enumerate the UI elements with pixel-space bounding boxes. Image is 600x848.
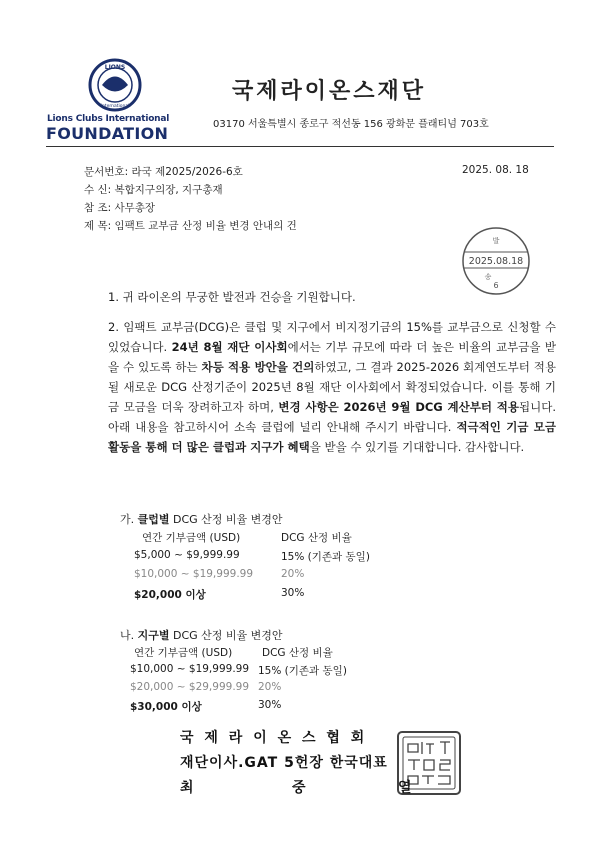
signature-name-3: 열	[398, 780, 415, 796]
doc-number: 문서번호: 라국 제2025/2026-6호	[84, 166, 243, 178]
club-row-1-range: $5,000 ~ $9,999.99	[134, 549, 240, 561]
district-row-1-rate: 15% (기존과 동일)	[258, 665, 347, 677]
club-row-3-rate: 30%	[281, 587, 305, 599]
subject: 제 목: 임팩트 교부금 산정 비율 변경 안내의 건	[84, 220, 297, 232]
svg-text:LIONS: LIONS	[104, 64, 126, 71]
header-divider	[46, 146, 554, 147]
club-row-2-rate: 20%	[281, 568, 305, 580]
paragraph-1: 1. 귀 라이온의 무궁한 발전과 건승을 기원합니다.	[108, 290, 356, 304]
paragraph-2: 2. 임팩트 교부금(DCG)은 클럽 및 지구에서 비지정기금의 15%를 교부금으로 신청할 수 있었습니다. 24년 8월 재단 이사회에서는 기부 규모에 따라 더 높은 비율의 교부금을 받을 수 있도록 하는 차등 적용 방안을 건의하였고, 그 결과 2025-2026 회계연도부터 적용될 새로운 DCG 산정기준이 2025년 8월 재단 이사회에서 확정되었습니다. 이를 통해 기금 모금을 더욱 장려하고자 하며, 변경 사항은 2026년 9월 DCG 계산부터 적용됩니다. 아래 내용을 참고하시어 소속 클럽에 널리 안내해 주시기 바랍니다. 적극적인 기금 모금 활동을 통해 더 많은 클럽과 지구가 혜택을 받을 수 있기를 기대합니다. 감사합니다.	[108, 320, 557, 454]
signature-name-2: 중	[292, 780, 309, 796]
svg-text:송: 송	[484, 273, 492, 281]
signature-name-1: 최	[180, 780, 197, 796]
org-title: 국제라이온스재단	[232, 79, 427, 104]
doc-date: 2025. 08. 18	[462, 164, 529, 176]
signature-title: 재단이사.GAT 5헌장 한국대표	[180, 755, 388, 771]
district-row-1-range: $10,000 ~ $19,999.99	[130, 663, 250, 675]
svg-text:6: 6	[493, 281, 499, 290]
district-row-2-rate: 20%	[258, 681, 282, 693]
intl-label: Lions Clubs International	[47, 114, 170, 124]
address: 03170 서울특별시 종로구 적선동 156 광화문 플래티넘 703호	[213, 119, 489, 130]
club-section-title: 가. 클럽별 DCG 산정 비율 변경안	[120, 513, 283, 526]
district-row-2-range: $20,000 ~ $29,999.99	[130, 681, 250, 693]
club-col-amount: 연간 기부금액 (USD)	[142, 532, 241, 544]
svg-text:2025.08.18: 2025.08.18	[468, 256, 524, 267]
svg-text:발: 발	[492, 237, 500, 245]
club-row-3-range: $20,000 이상	[134, 589, 206, 601]
lions-logo-icon	[88, 58, 142, 112]
reference: 참 조: 사무총장	[84, 202, 156, 214]
club-col-rate: DCG 산정 비율	[281, 532, 352, 544]
dispatch-stamp-icon	[460, 225, 532, 297]
signature-org: 국 제 라 이 온 스 협 회	[180, 730, 368, 746]
district-col-amount: 연간 기부금액 (USD)	[134, 647, 233, 659]
district-col-rate: DCG 산정 비율	[262, 647, 333, 659]
club-row-1-rate: 15% (기존과 동일)	[281, 551, 370, 563]
svg-text:International: International	[100, 104, 130, 109]
club-row-2-range: $10,000 ~ $19,999.99	[134, 568, 254, 580]
district-row-3-rate: 30%	[258, 699, 282, 711]
district-section-title: 나. 지구별 DCG 산정 비율 변경안	[120, 629, 283, 642]
district-row-3-range: $30,000 이상	[130, 701, 202, 713]
recipient: 수 신: 복합지구의장, 지구총재	[84, 184, 223, 196]
foundation-label: FOUNDATION	[46, 124, 169, 143]
